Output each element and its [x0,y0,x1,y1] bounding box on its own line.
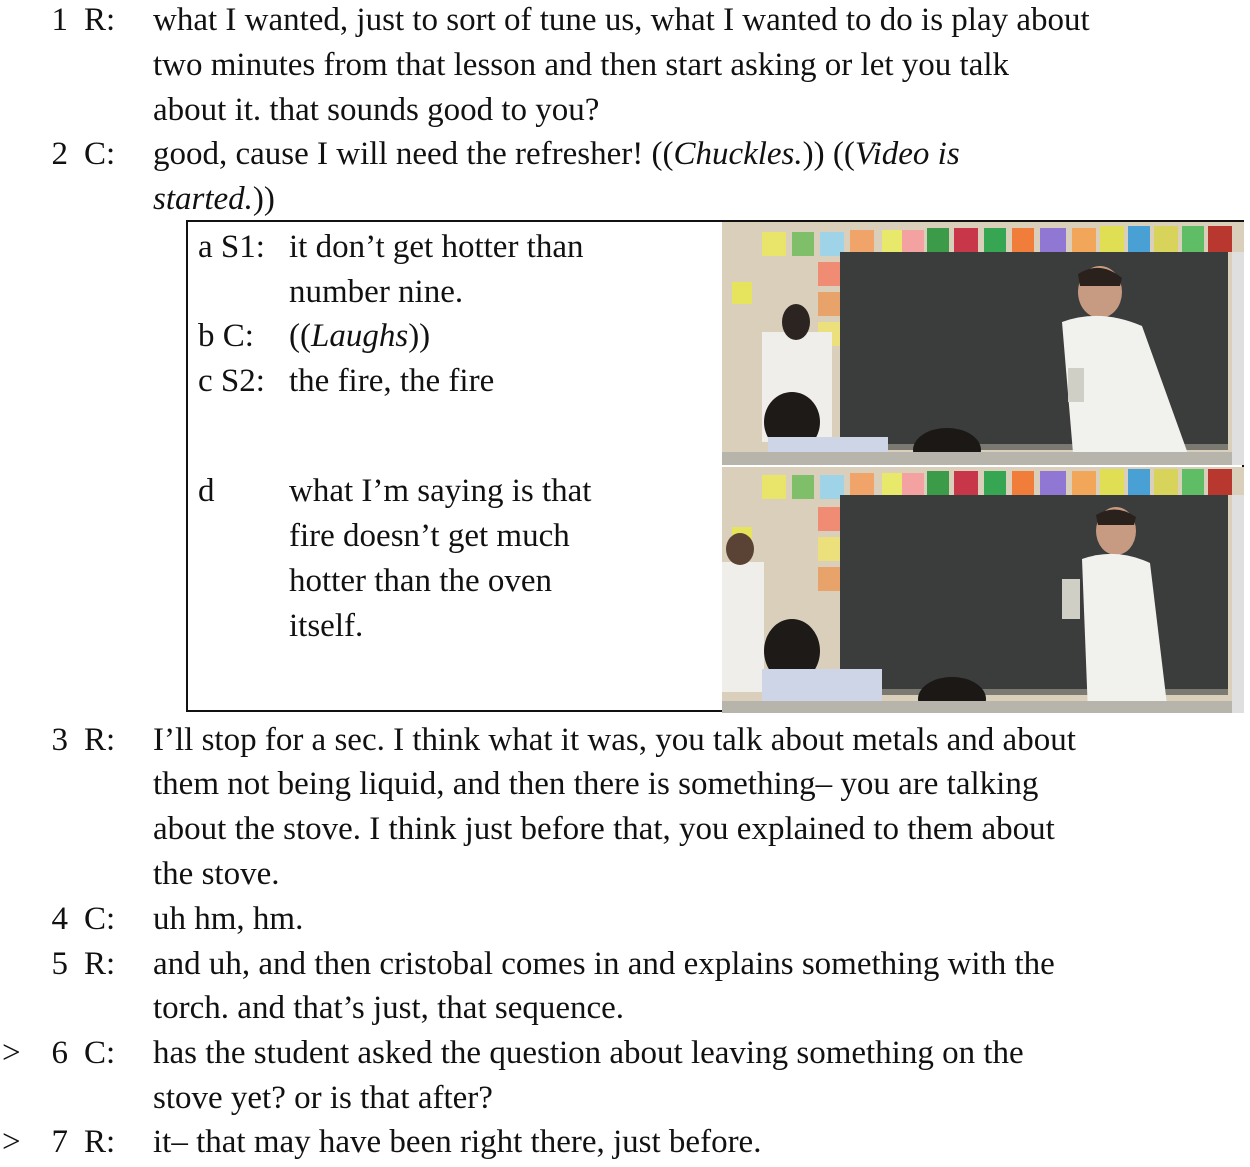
stage-direction: Chuckles. [673,136,803,172]
turn-number: 3 [51,722,68,758]
turn-text: two minutes from that lesson and then start asking or let you talk [153,47,1010,83]
speaker-label: C: [84,136,116,172]
excerpt-text: it don’t get hotter than [289,229,584,265]
text-run: (( [289,318,311,354]
turn-text: it– that may have been right there, just before. [153,1124,762,1160]
video-still-top [722,222,1244,465]
turn-text: has the student asked the question about leaving something on the [153,1035,1024,1071]
speaker-label: C: [84,901,116,937]
stage-direction: Video is [854,136,960,172]
turn-text: stove yet? or is that after? [153,1080,493,1116]
turn-number: 6 [51,1035,68,1071]
turn-text: uh hm, hm. [153,901,304,937]
turn-text: about it. that sounds good to you? [153,92,600,128]
video-still-bottom [722,467,1244,713]
turn-number: 7 [51,1124,68,1160]
classroom-image [722,467,1244,713]
text-run: )) (( [802,136,855,172]
speaker-label: R: [84,946,116,982]
excerpt-text [289,314,430,359]
excerpt-label: a S1: [198,229,265,265]
turn-number: 1 [51,2,68,38]
speaker-label: R: [84,1124,116,1160]
excerpt-text: fire doesn’t get much [289,518,570,554]
text-run: good, cause I will need the refresher! (( [153,136,674,172]
turn-text [153,132,960,177]
excerpt-text: number nine. [289,274,464,310]
stage-direction: Laughs [310,318,409,354]
excerpt-label: c S2: [198,363,265,399]
speaker-label: C: [84,1035,116,1071]
turn-text: torch. and that’s just, that sequence. [153,990,625,1026]
turn-text: the stove. [153,856,280,892]
stage-direction: started. [153,181,253,217]
turn-text: I’ll stop for a sec. I think what it was, you talk about metals and about [153,722,1076,758]
classroom-image [722,222,1244,465]
excerpt-label: b C: [198,318,254,354]
speaker-label: R: [84,2,116,38]
excerpt-label: d [198,473,215,509]
turn-text: what I wanted, just to sort of tune us, what I wanted to do is play about [153,2,1090,38]
turn-number: 4 [51,901,68,937]
turn-number: 5 [51,946,68,982]
turn-number: 2 [51,136,68,172]
turn-text: and uh, and then cristobal comes in and explains something with the [153,946,1055,982]
turn-marker: > [2,1124,21,1160]
turn-marker: > [2,1035,21,1071]
speaker-label: R: [84,722,116,758]
video-excerpt-box [186,220,1244,712]
turn-text: about the stove. I think just before that, you explained to them about [153,811,1055,847]
text-run: )) [252,181,275,217]
excerpt-text: the fire, the fire [289,363,495,399]
turn-text [153,177,275,222]
excerpt-text: itself. [289,608,364,644]
text-run: )) [408,318,431,354]
turn-text: them not being liquid, and then there is something– you are talking [153,766,1039,802]
excerpt-text: what I’m saying is that [289,473,592,509]
excerpt-text: hotter than the oven [289,563,553,599]
